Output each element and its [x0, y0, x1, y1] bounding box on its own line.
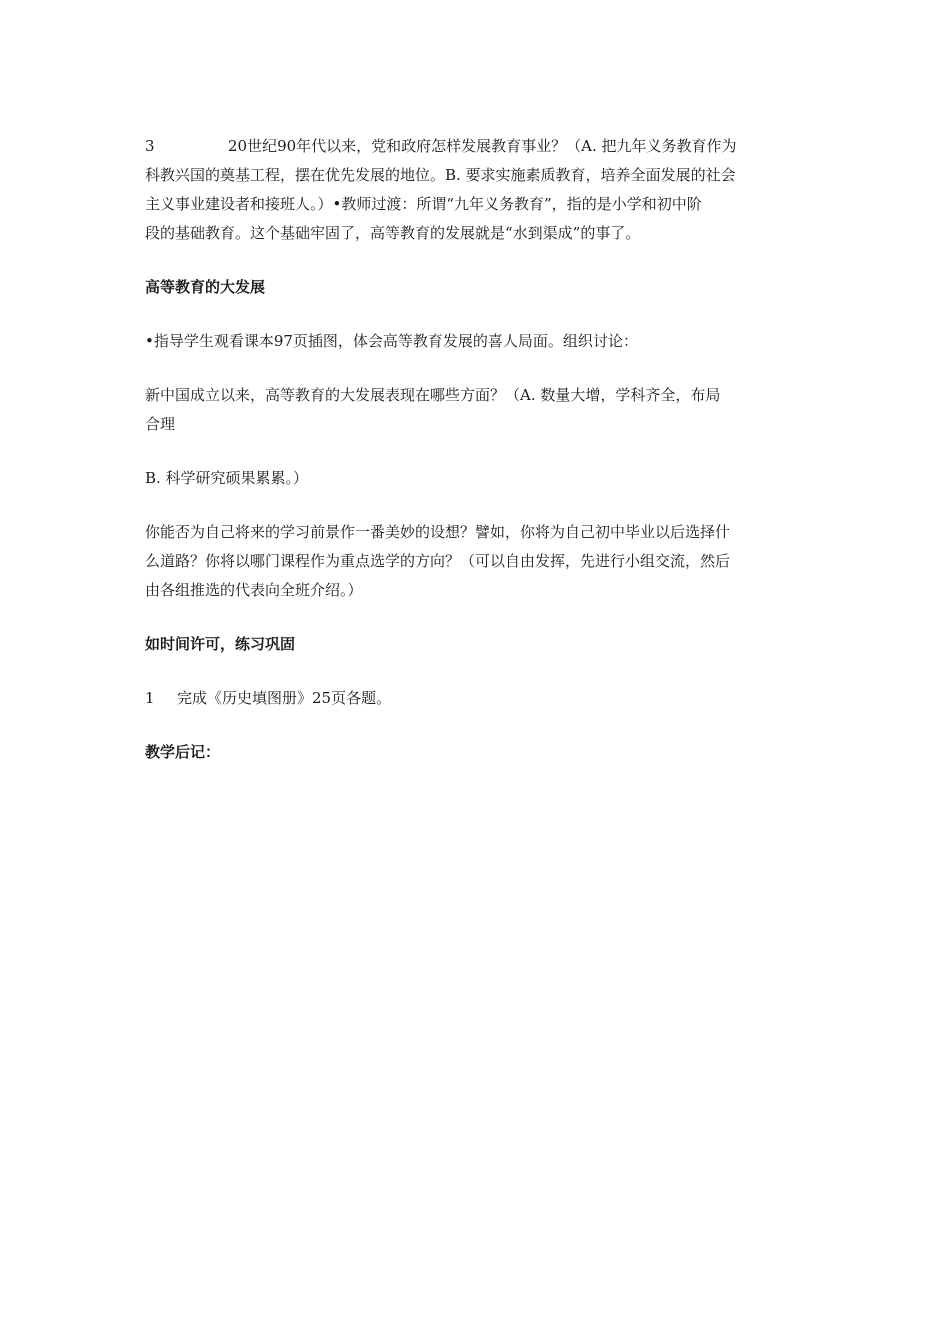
guide-paragraph: •指导学生观看课本97页插图，体会高等教育发展的喜人局面。组织讨论：: [145, 332, 638, 350]
question-2-line-2: 么道路？你将以哪门课程作为重点选学的方向？（可以自由发挥，先进行小组交流，然后: [145, 552, 731, 570]
answer-b-paragraph: B. 科学研究硕果累累。）: [145, 469, 309, 487]
exercise-text: 完成《历史填图册》25页各题。: [177, 689, 392, 707]
section-3-line-2: 科教兴国的奠基工程，摆在优先发展的地位。B. 要求实施素质教育，培养全面发展的社会: [145, 166, 736, 184]
question-1-line-2: 合理: [145, 415, 176, 433]
section-3-line-1: 3 20世纪90年代以来，党和政府怎样发展教育事业？（A. 把九年义务教育作为: [145, 132, 810, 161]
question-2-line-3: 由各组推选的代表向全班介绍。）: [145, 581, 363, 599]
heading-practice: 如时间许可，练习巩固: [145, 635, 296, 653]
section-3-line-3: 主义事业建设者和接班人。）•教师过渡：所谓“九年义务教育”，指的是小学和初中阶: [145, 195, 702, 213]
section-3-paragraph: [145, 132, 810, 248]
heading-higher-education: 高等教育的大发展: [145, 278, 266, 296]
section-number: 3: [145, 137, 155, 155]
question-2-paragraph: [145, 518, 810, 605]
exercise-number: 1: [145, 689, 155, 707]
heading-teaching-notes: 教学后记：: [145, 743, 221, 761]
question-1-paragraph: [145, 381, 810, 439]
exercise-paragraph: [145, 684, 810, 713]
question-2-line-1: 你能否为自己将来的学习前景作一番美妙的设想？譬如，你将为自己初中毕业以后选择什: [145, 523, 731, 541]
question-1-line-1: 新中国成立以来，高等教育的大发展表现在哪些方面？（A. 数量大增，学科齐全，布局: [145, 386, 721, 404]
document-body: [145, 132, 810, 792]
section-3-line-4: 段的基础教育。这个基础牢固了，高等教育的发展就是“水到渠成”的事了。: [145, 224, 641, 242]
